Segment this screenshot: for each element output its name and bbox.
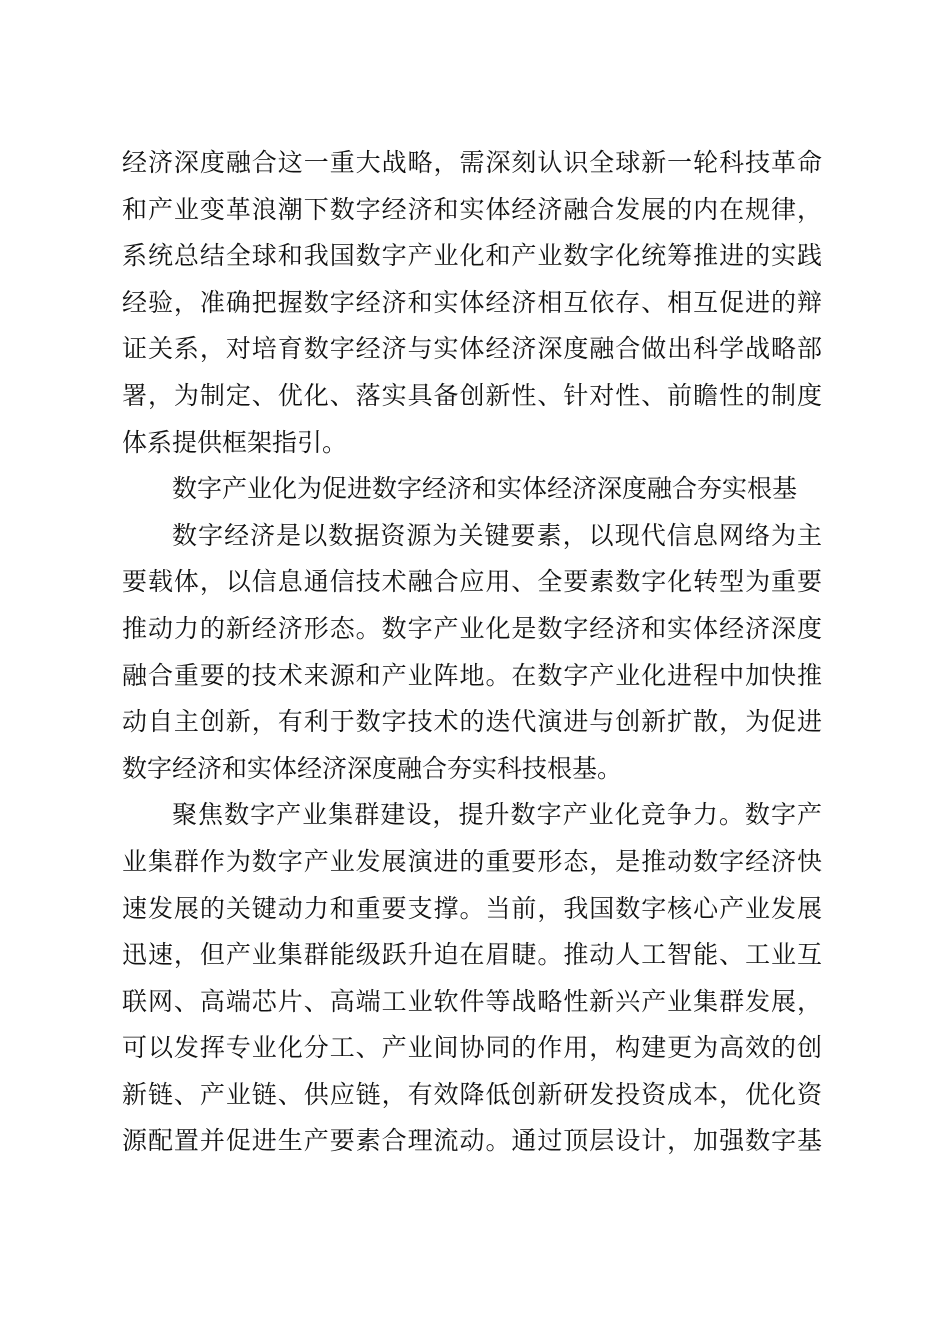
text-line: 迅速，但产业集群能级跃升迫在眉睫。推动人工智能、工业互 [122, 940, 822, 970]
text-line: 系统总结全球和我国数字产业化和产业数字化统筹推进的实践 [122, 241, 822, 271]
text-line: 速发展的关键动力和重要支撑。当前，我国数字核心产业发展 [122, 893, 822, 923]
document-body [122, 140, 822, 1165]
text-line: 动自主创新，有利于数字技术的迭代演进与创新扩散，为促进 [122, 707, 822, 737]
text-line: 源配置并促进生产要素合理流动。通过顶层设计，加强数字基 [122, 1126, 822, 1156]
text-line: 业集群作为数字产业发展演进的重要形态，是推动数字经济快 [122, 846, 822, 876]
text-line: 融合重要的技术来源和产业阵地。在数字产业化进程中加快推 [122, 660, 822, 690]
text-line: 可以发挥专业化分工、产业间协同的作用，构建更为高效的创 [122, 1033, 822, 1063]
text-line: 署，为制定、优化、落实具备创新性、针对性、前瞻性的制度 [122, 380, 822, 410]
paragraph-1 [122, 140, 822, 466]
text-line: 联网、高端芯片、高端工业软件等战略性新兴产业集群发展， [122, 986, 822, 1016]
text-line: 推动力的新经济形态。数字产业化是数字经济和实体经济深度 [122, 613, 822, 643]
text-line: 数字经济是以数据资源为关键要素，以现代信息网络为主 [172, 520, 822, 550]
text-line: 数字经济和实体经济深度融合夯实科技根基。 [122, 753, 623, 783]
text-line: 经验，准确把握数字经济和实体经济相互依存、相互促进的辩 [122, 287, 822, 317]
text-line: 体系提供框架指引。 [122, 427, 348, 457]
paragraph-2 [122, 513, 822, 793]
section-heading [122, 466, 822, 513]
text-line: 经济深度融合这一重大战略，需深刻认识全球新一轮科技革命 [122, 148, 822, 177]
text-line: 聚焦数字产业集群建设，提升数字产业化竞争力。数字产 [172, 800, 822, 830]
text-line: 和产业变革浪潮下数字经济和实体经济融合发展的内在规律， [122, 194, 822, 224]
text-line: 要载体，以信息通信技术融合应用、全要素数字化转型为重要 [122, 567, 822, 597]
heading-text: 数字产业化为促进数字经济和实体经济深度融合夯实根基 [172, 474, 798, 504]
paragraph-3 [122, 792, 822, 1165]
text-line: 证关系，对培育数字经济与实体经济深度融合做出科学战略部 [122, 334, 822, 364]
text-line: 新链、产业链、供应链，有效降低创新研发投资成本，优化资 [122, 1079, 822, 1109]
